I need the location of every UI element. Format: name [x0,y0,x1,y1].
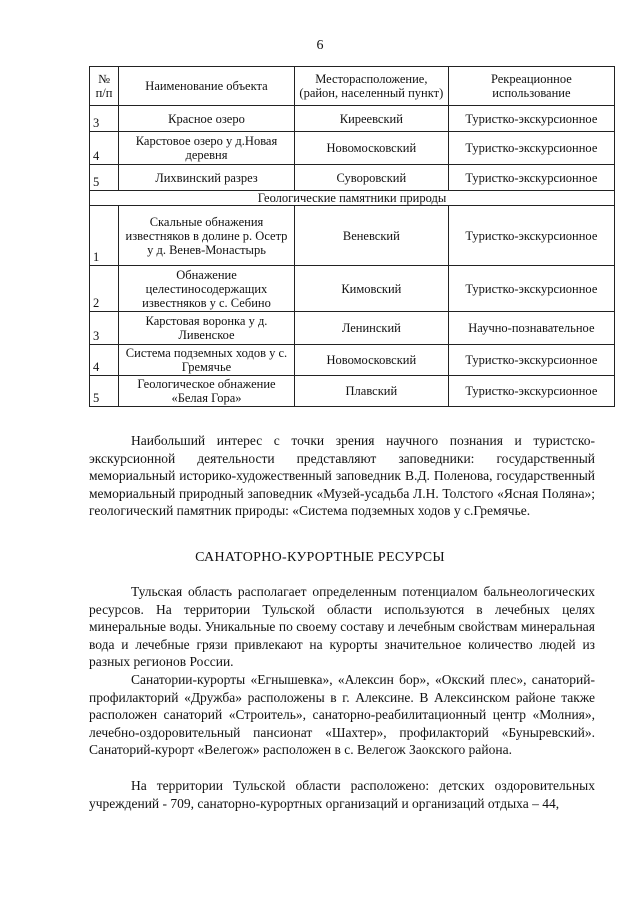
use-cell: Туристко-экскурсионное [448,206,614,266]
location-cell: Плавский [294,376,448,407]
location-cell: Новомосковский [294,132,448,165]
location-cell: Веневский [294,206,448,266]
row-number: 3 [90,106,119,132]
object-name: Система подземных ходов у с. Гремячье [119,345,295,376]
header-number: № п/п [90,67,119,106]
table-header-row [90,67,615,106]
location-cell: Кимовский [294,266,448,312]
paragraph-institutions: На территории Тульской области расположено: детских оздоровительных учреждений - 709, санаторно-курортных организаций и организаций отдыха – 44, [89,778,595,811]
row-number: 4 [90,132,119,165]
header-object-name: Наименование объекта [119,67,295,106]
section-title: Геологические памятники природы [90,191,615,206]
page-number: 6 [316,38,324,53]
paragraph-sanatoriums: Санатории-курорты «Егнышевка», «Алексин бор», «Окский плес», санаторий-профилакторий «Дружба» расположены в г. Алексине. В Алексинском районе также расположен санаторий «Строитель», санаторно-реабилитационный центр «Молния», лечебно-оздоровительный пансионат «Шахтер», профилакторий «Буныревский». Санаторий-курорт «Велегож» расположен в с. Велегож Заокского района. [89,672,595,757]
location-cell: Киреевский [294,106,448,132]
use-cell: Туристко-экскурсионное [448,132,614,165]
location-cell: Новомосковский [294,345,448,376]
paragraph-interest: Наибольший интерес с точки зрения научного познания и туристско-экскурсионной деятельности представляют заповедники: государственный мемориальный историко-художественный заповедник В.Д. Поленова, государственный мемориальный природный заповедник «Музей-усадьба Л.Н. Толстого «Ясная Поляна»; геологический памятник природы: «Система подземных ходов у с.Гремячье. [89,433,595,518]
location-cell: Ленинский [294,312,448,345]
row-number: 5 [90,165,119,191]
location-cell: Суворовский [294,165,448,191]
table-row [90,206,615,266]
section-heading: САНАТОРНО-КУРОРТНЫЕ РЕСУРСЫ [195,550,445,565]
natural-monuments-table [89,66,615,407]
object-name: Обнажение целестиносодержащих известняков у с. Себино [119,266,295,312]
header-location: Месторасположение, (район, населенный пункт) [294,67,448,106]
row-number: 2 [90,266,119,312]
use-cell: Туристко-экскурсионное [448,376,614,407]
table-section-row [90,191,615,206]
use-cell: Туристко-экскурсионное [448,106,614,132]
table-row [90,132,615,165]
row-number: 5 [90,376,119,407]
use-cell: Туристко-экскурсионное [448,165,614,191]
use-cell: Туристко-экскурсионное [448,345,614,376]
table-row [90,376,615,407]
table-row [90,312,615,345]
object-name: Карстовое озеро у д.Новая деревня [119,132,295,165]
use-cell: Туристко-экскурсионное [448,266,614,312]
paragraph-balneology: Тульская область располагает определенным потенциалом бальнеологических ресурсов. На территории Тульской области используются в лечебных целях минеральные воды. Уникальные по своему составу и лечебным свойствам минеральная вода и лечебные грязи привлекают на курорты значительное количество людей из разных регионов России. [89,584,595,669]
table-row [90,345,615,376]
object-name: Лихвинский разрез [119,165,295,191]
object-name: Скальные обнажения известняков в долине р. Осетр у д. Венев-Монастырь [119,206,295,266]
row-number: 1 [90,206,119,266]
table-row [90,165,615,191]
row-number: 4 [90,345,119,376]
table-row [90,106,615,132]
object-name: Геологическое обнажение «Белая Гора» [119,376,295,407]
object-name: Карстовая воронка у д. Ливенское [119,312,295,345]
row-number: 3 [90,312,119,345]
object-name: Красное озеро [119,106,295,132]
table-row [90,266,615,312]
use-cell: Научно-познавательное [448,312,614,345]
header-recreational-use: Рекреационное использование [448,67,614,106]
